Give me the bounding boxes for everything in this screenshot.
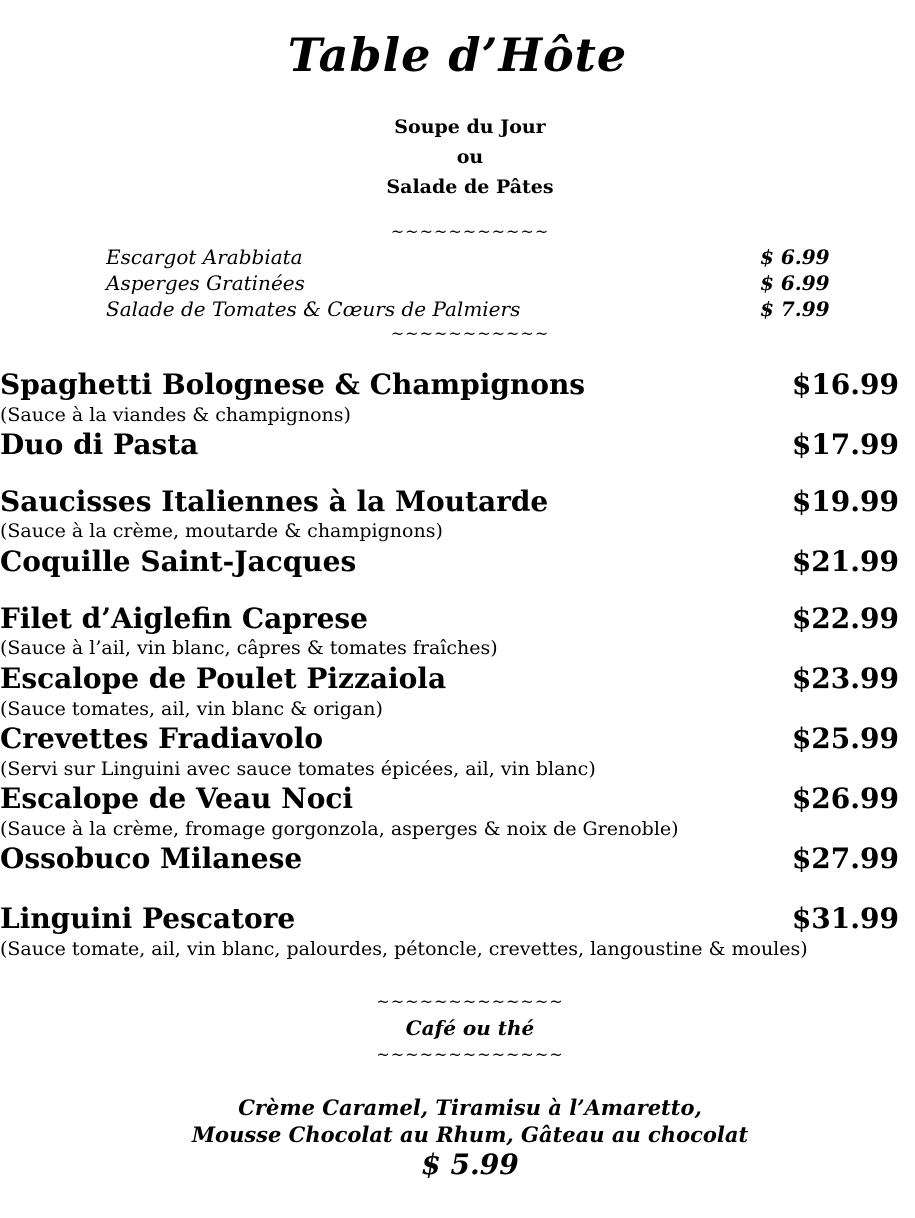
soup-line-1: Soupe du Jour [394,116,546,138]
dish-price: $31.99 [791,902,899,935]
dessert-line-1: Crème Caramel, Tiramisu à l’Amaretto, [238,1095,702,1120]
dish-price: $17.99 [791,428,899,461]
dish-name: Spaghetti Bolognese & Champignons [0,368,586,401]
dish-name: Filet d’Aiglefin Caprese [0,602,368,635]
dessert-line-2: Mousse Chocolat au Rhum, Gâteau au chocolat [191,1122,749,1147]
menu-title: Table d’Hôte [287,28,628,82]
dish-description: (Sauce tomate, ail, vin blanc, palourdes, pétoncle, crevettes, langoustine & moules) [0,938,808,960]
separator-drink-bottom: ~~~~~~~~~~~~~ [376,1045,564,1064]
dish-description: (Sauce à la crème, moutarde & champignons) [0,520,443,542]
separator-top: ~~~~~~~~~~~ [390,222,550,241]
dish-name: Ossobuco Milanese [0,842,303,875]
starter-name: Asperges Gratinées [106,271,305,295]
dish-price: $25.99 [791,722,899,755]
starter-price: $ 6.99 [760,245,830,269]
dish-price: $21.99 [791,545,899,578]
dish-description: (Servi sur Linguini avec sauce tomates épicées, ail, vin blanc) [0,758,596,780]
dish-name: Linguini Pescatore [0,902,296,935]
dish-name: Escalope de Veau Noci [0,782,354,815]
starter-price: $ 6.99 [760,271,830,295]
dish-price: $23.99 [791,662,899,695]
starter-name: Escargot Arabbiata [106,245,303,269]
dish-name: Coquille Saint-Jacques [0,545,357,578]
dish-name: Duo di Pasta [0,428,199,461]
dish-price: $27.99 [791,842,899,875]
dish-name: Crevettes Fradiavolo [0,722,324,755]
soup-line-3: Salade de Pâtes [386,176,554,198]
soup-or: ou [456,146,484,168]
drink-label: Café ou thé [405,1016,535,1040]
dish-description: (Sauce à la crème, fromage gorgonzola, asperges & noix de Grenoble) [0,818,679,840]
dish-name: Saucisses Italiennes à la Moutarde [0,485,549,518]
dish-price: $16.99 [791,368,899,401]
dish-price: $26.99 [791,782,899,815]
dish-description: (Sauce à la viandes & champignons) [0,404,351,426]
dish-name: Escalope de Poulet Pizzaiola [0,662,447,695]
dish-description: (Sauce à l’ail, vin blanc, câpres & tomates fraîches) [0,637,498,659]
separator-starters: ~~~~~~~~~~~ [390,324,550,343]
dessert-price: $ 5.99 [421,1148,519,1181]
dish-price: $22.99 [791,602,899,635]
dish-price: $19.99 [791,485,899,518]
starter-name: Salade de Tomates & Cœurs de Palmiers [106,297,521,321]
starter-price: $ 7.99 [760,297,830,321]
dish-description: (Sauce tomates, ail, vin blanc & origan) [0,698,383,720]
separator-drink-top: ~~~~~~~~~~~~~ [376,992,564,1011]
